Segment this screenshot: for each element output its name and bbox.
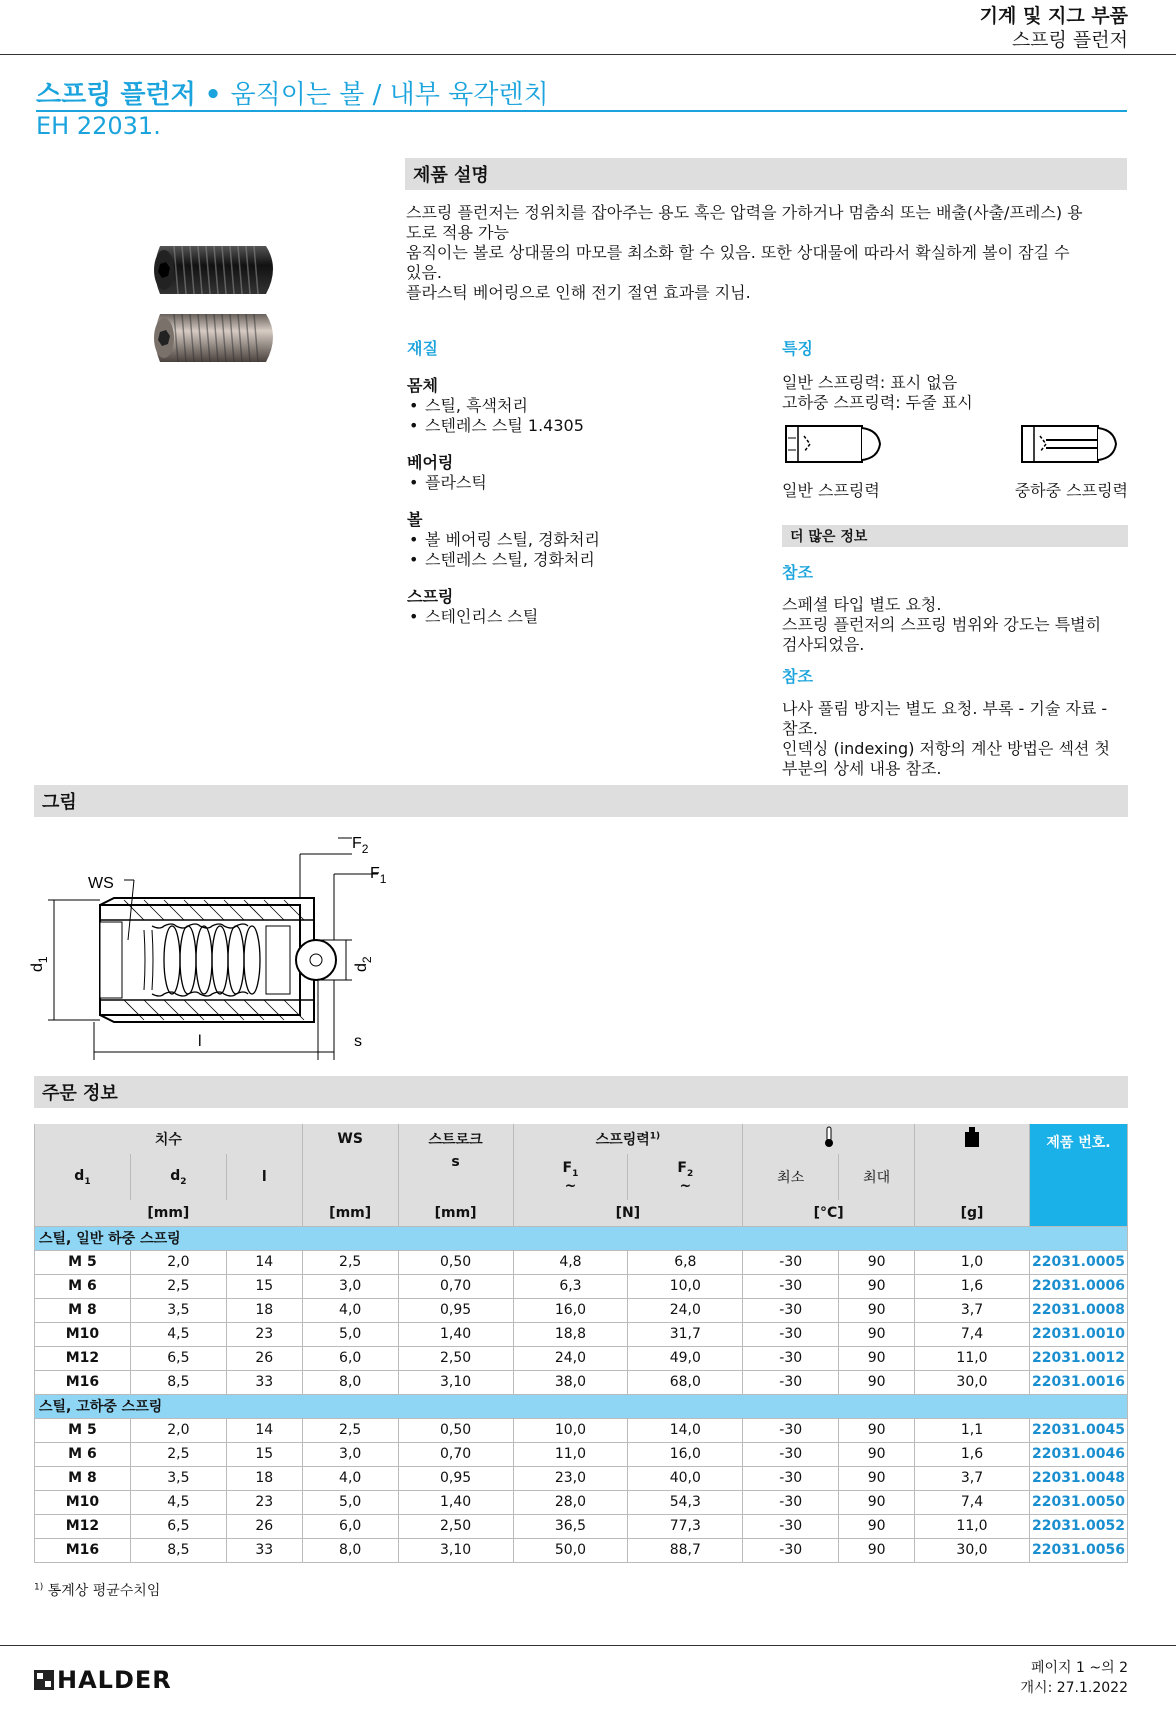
table-cell: 3,0: [302, 1274, 398, 1298]
f1-label: [370, 865, 387, 886]
footer-meta: [1021, 1658, 1128, 1698]
part-number-link[interactable]: 22031.0056: [1029, 1538, 1127, 1562]
table-cell: 16,0: [628, 1442, 743, 1466]
table-cell: 6,3: [513, 1274, 628, 1298]
unit-temperature: [°C]: [743, 1200, 915, 1226]
table-cell: 2,5: [130, 1442, 226, 1466]
feature-line: 고하중 스프링력: 두줄 표시: [782, 393, 973, 412]
col-stroke-s: s: [398, 1154, 513, 1200]
table-cell: 8,5: [130, 1370, 226, 1394]
order-heading: 주문 정보: [34, 1076, 1128, 1108]
table-cell: 40,0: [628, 1466, 743, 1490]
f2-letter: F: [352, 835, 362, 852]
table-row: [35, 1490, 1128, 1514]
table-cell: 6,0: [302, 1346, 398, 1370]
table-cell: 2,5: [302, 1418, 398, 1442]
table-cell: 4,8: [513, 1250, 628, 1274]
material-item: • 스텐레스 스틸 1.4305: [407, 416, 747, 436]
table-cell: 4,5: [130, 1322, 226, 1346]
table-cell: 90: [839, 1490, 915, 1514]
table-cell: 0,50: [398, 1250, 513, 1274]
material-item: • 스테인리스 스틸: [407, 607, 747, 627]
size-cell: M10: [35, 1490, 131, 1514]
f2-label: [352, 835, 369, 856]
table-row: [35, 1250, 1128, 1274]
header-category-text: 기계 및 지그 부품: [979, 5, 1128, 27]
unit-weight: [g]: [915, 1200, 1030, 1226]
table-cell: 3,10: [398, 1370, 513, 1394]
table-cell: 11,0: [915, 1514, 1030, 1538]
table-cell: 3,5: [130, 1298, 226, 1322]
col-stroke: 스트로크: [398, 1124, 513, 1154]
table-cell: 10,0: [628, 1274, 743, 1298]
material-item: • 스텐레스 스틸, 경화처리: [407, 550, 747, 570]
unit-dims: [mm]: [35, 1200, 303, 1226]
table-cell: 7,4: [915, 1490, 1030, 1514]
table-row: [35, 1322, 1128, 1346]
drawing-heading: 그림: [34, 785, 1128, 817]
table-cell: 31,7: [628, 1322, 743, 1346]
order-table: [34, 1124, 1128, 1563]
table-cell: 0,95: [398, 1466, 513, 1490]
table-cell: 54,3: [628, 1490, 743, 1514]
d2-sub: 2: [360, 956, 374, 964]
table-cell: -30: [743, 1418, 839, 1442]
footnote-text: 통계상 평균수치임: [47, 1583, 161, 1599]
col-d2: [130, 1154, 226, 1200]
group-row: [35, 1394, 1128, 1418]
table-head-row: [35, 1124, 1128, 1154]
page-indicator: 페이지 1 ~의 2: [1031, 1660, 1128, 1676]
part-number-link[interactable]: 22031.0006: [1029, 1274, 1127, 1298]
reference-line: 부분의 상세 내용 참조.: [782, 759, 942, 778]
technical-drawing: [29, 830, 414, 1060]
description-heading: 제품 설명: [405, 158, 1127, 190]
table-cell: 33: [226, 1370, 302, 1394]
f1-sub: 1: [572, 1168, 579, 1179]
halder-logo-icon: [34, 1670, 54, 1690]
table-cell: 90: [839, 1466, 915, 1490]
table-cell: -30: [743, 1490, 839, 1514]
table-cell: 8,0: [302, 1538, 398, 1562]
f1-sub: 1: [379, 872, 387, 886]
table-cell: 15: [226, 1274, 302, 1298]
features-section: [782, 336, 1128, 413]
table-cell: -30: [743, 1370, 839, 1394]
more-info-body: [782, 560, 1128, 779]
table-cell: 90: [839, 1298, 915, 1322]
size-cell: M12: [35, 1346, 131, 1370]
f2-letter: F: [677, 1159, 687, 1176]
f2-sub: 2: [686, 1168, 694, 1179]
table-cell: 30,0: [915, 1538, 1030, 1562]
table-cell: 88,7: [628, 1538, 743, 1562]
table-cell: 68,0: [628, 1370, 743, 1394]
table-cell: 7,4: [915, 1322, 1030, 1346]
table-cell: 90: [839, 1274, 915, 1298]
col-d1: [35, 1154, 131, 1200]
table-cell: 1,6: [915, 1274, 1030, 1298]
table-cell: 90: [839, 1370, 915, 1394]
table-cell: 10,0: [513, 1418, 628, 1442]
col-l: l: [226, 1154, 302, 1200]
reference-line: 나사 풀림 방지는 별도 요청. 부록 - 기술 자료 -: [782, 699, 1108, 718]
size-cell: M16: [35, 1538, 131, 1562]
table-cell: 6,8: [628, 1250, 743, 1274]
table-cell: 90: [839, 1514, 915, 1538]
reference-line: 스프링 플런저의 스프링 범위와 강도는 특별히: [782, 615, 1102, 634]
ws-label: WS: [88, 875, 114, 892]
group-row: [35, 1226, 1128, 1250]
part-number-link[interactable]: 22031.0016: [1029, 1370, 1127, 1394]
header-subcategory-text: 스프링 플런저: [1011, 29, 1128, 51]
header-divider: [0, 54, 1176, 55]
d1-label: [29, 956, 50, 972]
s-label: s: [354, 1033, 362, 1050]
table-cell: 1,0: [915, 1250, 1030, 1274]
reference-heading: 참조: [782, 563, 813, 582]
table-cell: 30,0: [915, 1370, 1030, 1394]
page-title: [36, 74, 549, 111]
col-f2: [628, 1154, 743, 1200]
more-info-heading: 더 많은 정보: [782, 525, 1128, 547]
description-line: 플라스틱 베어링으로 인해 전기 절연 효과를 지님.: [406, 283, 751, 302]
table-cell: -30: [743, 1346, 839, 1370]
brand-logo: [34, 1666, 172, 1694]
table-cell: 3,5: [130, 1466, 226, 1490]
col-part-number: 제품 번호.: [1029, 1124, 1127, 1226]
heavy-spring-label: 중하중 스프링력: [1014, 481, 1128, 500]
material-section: [407, 336, 747, 627]
d2-sub: 2: [180, 1176, 187, 1187]
table-cell: 4,0: [302, 1298, 398, 1322]
footnote: [34, 1580, 160, 1600]
table-cell: 0,50: [398, 1418, 513, 1442]
normal-spring-label: 일반 스프링력: [782, 481, 880, 500]
size-cell: M 6: [35, 1274, 131, 1298]
table-cell: 6,0: [302, 1514, 398, 1538]
table-cell: 18: [226, 1466, 302, 1490]
table-row: [35, 1442, 1128, 1466]
size-cell: M 8: [35, 1298, 131, 1322]
footnote-mark: 1): [34, 1582, 44, 1593]
col-weight: [915, 1124, 1030, 1154]
description-body: [406, 203, 1128, 303]
col-tmax: 최대: [839, 1154, 915, 1200]
product-photo: [144, 240, 284, 370]
d2-letter: d: [170, 1167, 181, 1184]
issue-date: 개시: 27.1.2022: [1020, 1680, 1128, 1696]
table-cell: -30: [743, 1442, 839, 1466]
unit-ws: [mm]: [302, 1200, 398, 1226]
reference-line: 스페셜 타입 별도 요청.: [782, 595, 942, 614]
part-number-link[interactable]: 22031.0008: [1029, 1298, 1127, 1322]
material-group-ball: 볼: [407, 510, 423, 529]
title-rule: [36, 110, 1127, 112]
title-sep: •: [195, 80, 231, 110]
col-ws: WS: [302, 1124, 398, 1154]
table-cell: 26: [226, 1514, 302, 1538]
material-group-spring: 스프링: [407, 587, 454, 606]
table-cell: 0,70: [398, 1442, 513, 1466]
material-item: • 볼 베어링 스틸, 경화처리: [407, 530, 747, 550]
description-line: 도로 적용 가능: [406, 223, 509, 242]
features-heading: 특징: [782, 339, 813, 358]
col-f1: [513, 1154, 628, 1200]
table-row: [35, 1466, 1128, 1490]
table-cell: -30: [743, 1514, 839, 1538]
steel-plunger: [154, 314, 273, 362]
d1-sub: 1: [36, 956, 50, 964]
table-cell: 3,7: [915, 1466, 1030, 1490]
table-cell: 90: [839, 1250, 915, 1274]
table-cell: 14: [226, 1250, 302, 1274]
table-row: [35, 1298, 1128, 1322]
table-cell: 2,50: [398, 1514, 513, 1538]
table-row: [35, 1274, 1128, 1298]
table-row: [35, 1346, 1128, 1370]
table-cell: 3,0: [302, 1442, 398, 1466]
col-temperature: [743, 1124, 915, 1154]
table-cell: 18,8: [513, 1322, 628, 1346]
table-cell: 38,0: [513, 1370, 628, 1394]
title-main: 스프링 플런저: [36, 80, 196, 110]
footer-divider: [0, 1645, 1176, 1646]
col-spring: [513, 1124, 743, 1154]
table-cell: 90: [839, 1538, 915, 1562]
table-row: [35, 1514, 1128, 1538]
table-head-row: [35, 1154, 1128, 1200]
size-cell: M16: [35, 1370, 131, 1394]
col-weight-blank: [915, 1154, 1030, 1200]
table-cell: 0,70: [398, 1274, 513, 1298]
spring-sup: 1): [649, 1131, 661, 1142]
normal-spring-icon: [782, 420, 882, 468]
part-number-link[interactable]: 22031.0012: [1029, 1346, 1127, 1370]
table-cell: 0,95: [398, 1298, 513, 1322]
title-sub: 움직이는 볼 / 내부 육각렌치: [230, 80, 549, 110]
f2-approx: ~: [679, 1178, 692, 1195]
f1-letter: F: [370, 865, 380, 882]
f2-sub: 2: [361, 842, 369, 856]
thermometer-icon: [822, 1126, 836, 1148]
heavy-spring-icon: [1018, 420, 1118, 468]
table-cell: 14: [226, 1418, 302, 1442]
material-group-body: 몸체: [407, 376, 438, 395]
brand-name: HALDER: [57, 1666, 172, 1694]
size-cell: M 8: [35, 1466, 131, 1490]
table-cell: 5,0: [302, 1490, 398, 1514]
material-item: • 스틸, 흑색처리: [407, 396, 747, 416]
table-cell: 26: [226, 1346, 302, 1370]
feature-line: 일반 스프링력: 표시 없음: [782, 373, 958, 392]
spring-text: 스프링력: [595, 1132, 650, 1148]
table-cell: 16,0: [513, 1298, 628, 1322]
table-cell: 49,0: [628, 1346, 743, 1370]
part-number-link[interactable]: 22031.0005: [1029, 1250, 1127, 1274]
table-cell: 23: [226, 1490, 302, 1514]
group-label: 스틸, 고하중 스프링: [35, 1394, 1128, 1418]
part-number-link[interactable]: 22031.0048: [1029, 1466, 1127, 1490]
size-cell: M 6: [35, 1442, 131, 1466]
material-group-bearing: 베어링: [407, 453, 454, 472]
part-number-link[interactable]: 22031.0052: [1029, 1514, 1127, 1538]
unit-stroke: [mm]: [398, 1200, 513, 1226]
col-dims: 치수: [35, 1124, 303, 1154]
size-cell: M 5: [35, 1250, 131, 1274]
table-cell: 33: [226, 1538, 302, 1562]
table-cell: 50,0: [513, 1538, 628, 1562]
table-cell: 5,0: [302, 1322, 398, 1346]
table-cell: 77,3: [628, 1514, 743, 1538]
size-cell: M10: [35, 1322, 131, 1346]
material-item: • 플라스틱: [407, 473, 747, 493]
table-cell: 90: [839, 1418, 915, 1442]
f1-letter: F: [562, 1159, 573, 1176]
size-cell: M 5: [35, 1418, 131, 1442]
product-code: EH 22031.: [36, 112, 161, 140]
table-cell: 11,0: [915, 1346, 1030, 1370]
table-cell: -30: [743, 1466, 839, 1490]
table-cell: 15: [226, 1442, 302, 1466]
table-row: [35, 1418, 1128, 1442]
table-cell: 36,5: [513, 1514, 628, 1538]
weight-icon: [963, 1126, 981, 1148]
table-cell: 6,5: [130, 1346, 226, 1370]
table-cell: 24,0: [628, 1298, 743, 1322]
description-line: 움직이는 볼로 상대물의 마모를 최소화 할 수 있음. 또한 상대물에 따라서 확실하게 볼이 잠길 수: [406, 243, 1070, 262]
part-number-link[interactable]: 22031.0010: [1029, 1322, 1127, 1346]
table-row: [35, 1370, 1128, 1394]
table-cell: -30: [743, 1274, 839, 1298]
table-cell: 90: [839, 1346, 915, 1370]
reference-line: 검사되었음.: [782, 635, 865, 654]
table-cell: 3,7: [915, 1298, 1030, 1322]
col-tmin: 최소: [743, 1154, 839, 1200]
reference-heading: 참조: [782, 667, 813, 686]
table-cell: 6,5: [130, 1514, 226, 1538]
table-cell: 23: [226, 1322, 302, 1346]
table-cell: 4,5: [130, 1490, 226, 1514]
order-table-body: [35, 1226, 1128, 1562]
part-number-link[interactable]: 22031.0050: [1029, 1490, 1127, 1514]
table-cell: 23,0: [513, 1466, 628, 1490]
black-plunger: [154, 246, 273, 294]
table-cell: 2,0: [130, 1250, 226, 1274]
plunger-section: [100, 898, 336, 1022]
table-cell: 2,50: [398, 1346, 513, 1370]
table-cell: 1,40: [398, 1322, 513, 1346]
l-label: l: [198, 1033, 202, 1050]
reference-line: 인덱싱 (indexing) 저항의 계산 방법은 섹션 첫: [782, 739, 1110, 758]
table-cell: 1,1: [915, 1418, 1030, 1442]
f1-approx: ~: [564, 1178, 577, 1195]
reference-line: 참조.: [782, 719, 818, 738]
size-cell: M12: [35, 1514, 131, 1538]
table-cell: 3,10: [398, 1538, 513, 1562]
d2-letter: d: [353, 963, 370, 972]
unit-spring: [N]: [513, 1200, 743, 1226]
table-unit-row: [35, 1200, 1128, 1226]
d2-label: [353, 956, 374, 972]
table-cell: 8,0: [302, 1370, 398, 1394]
table-cell: 1,40: [398, 1490, 513, 1514]
table-cell: -30: [743, 1538, 839, 1562]
d1-letter: d: [74, 1167, 85, 1184]
table-cell: 28,0: [513, 1490, 628, 1514]
material-heading: 재질: [407, 339, 438, 358]
description-line: 스프링 플런저는 정위치를 잡아주는 용도 혹은 압력을 가하거나 멈춤쇠 또는 배출(사출/프레스) 용: [406, 203, 1083, 222]
table-cell: -30: [743, 1298, 839, 1322]
table-cell: -30: [743, 1250, 839, 1274]
description-line: 있음.: [406, 263, 442, 282]
table-cell: 2,0: [130, 1418, 226, 1442]
table-cell: 90: [839, 1322, 915, 1346]
table-cell: 2,5: [302, 1250, 398, 1274]
group-label: 스틸, 일반 하중 스프링: [35, 1226, 1128, 1250]
table-cell: 8,5: [130, 1538, 226, 1562]
d1-sub: 1: [84, 1176, 91, 1187]
table-cell: -30: [743, 1322, 839, 1346]
table-cell: 11,0: [513, 1442, 628, 1466]
table-cell: 1,6: [915, 1442, 1030, 1466]
table-row: [35, 1538, 1128, 1562]
d1-letter: d: [29, 963, 46, 972]
table-cell: 14,0: [628, 1418, 743, 1442]
part-number-link[interactable]: 22031.0045: [1029, 1418, 1127, 1442]
table-cell: 4,0: [302, 1466, 398, 1490]
table-cell: 24,0: [513, 1346, 628, 1370]
part-number-link[interactable]: 22031.0046: [1029, 1442, 1127, 1466]
table-cell: 18: [226, 1298, 302, 1322]
table-cell: 90: [839, 1442, 915, 1466]
header-category: [980, 4, 1128, 52]
col-ws-blank: [302, 1154, 398, 1200]
table-cell: 2,5: [130, 1274, 226, 1298]
